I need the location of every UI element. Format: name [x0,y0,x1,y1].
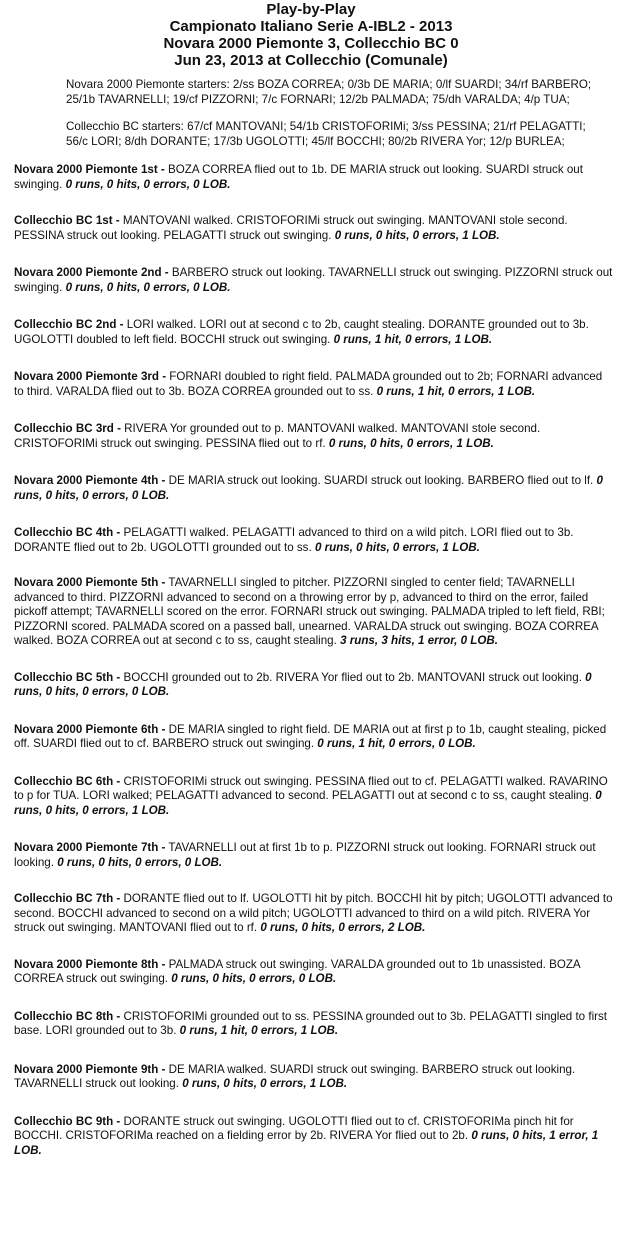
inning-entry [14,163,614,192]
inning-team-label: Collecchio BC 7th - [14,892,121,905]
inning-summary: 0 runs, 1 hit, 0 errors, 0 LOB. [317,737,476,750]
starters-section [66,77,592,149]
inning-plays: DE MARIA singled to right field. DE MARIA out at first p to 1b, caught stealing, picked off. SUARDI flied out to cf. BARBERO struck out swinging. [14,722,607,750]
inning-entry [14,318,614,347]
inning-plays: DORANTE struck out swinging. UGOLOTTI flied out to cf. CRISTOFORIMa pinch hit for BOCCHI. CRISTOFORIMa reached on a fielding error by 2b. RIVERA Yor flied out to 2b. [14,1114,574,1142]
inning-summary: 0 runs, 0 hits, 0 errors, 1 LOB. [314,540,480,554]
inning-team-label: Novara 2000 Piemonte 3rd - [14,370,167,383]
league-title: Campionato Italiano Serie A-IBL2 - 2013 [169,18,453,35]
inning-plays: BOZA CORREA flied out to 1b. DE MARIA struck out looking. SUARDI struck out swinging. [14,163,583,191]
inning-entry [14,576,614,649]
report-header [0,0,622,69]
inning-plays: TAVARNELLI out at first 1b to p. PIZZORNI struck out looking. FORNARI struck out looking. [14,841,596,869]
inning-summary: 0 runs, 0 hits, 0 errors, 2 LOB. [260,921,426,934]
inning-summary: 0 runs, 0 hits, 0 errors, 1 LOB. [182,1077,348,1090]
inning-team-label: Collecchio BC 5th - [14,670,121,684]
inning-summary: 0 runs, 0 hits, 0 errors, 0 LOB. [65,177,231,191]
inning-entry [14,1115,614,1159]
inning-summary: 0 runs, 1 hit, 0 errors, 1 LOB. [333,332,493,346]
inning-entry [14,214,614,243]
inning-plays: MANTOVANI walked. CRISTOFORIMi struck out swinging. MANTOVANI stole second. PESSINA struck out looking. PELAGATTI struck out swinging. [14,214,568,242]
inning-entry [14,723,614,752]
inning-entry [14,671,614,700]
inning-entry [14,474,614,503]
inning-team-label: Collecchio BC 3rd - [14,422,121,435]
inning-plays: DE MARIA walked. SUARDI struck out swinging. BARBERO struck out looking. TAVARNELLI struck out looking. [14,1062,576,1090]
inning-entry [14,1063,614,1092]
inning-plays: BARBERO struck out looking. TAVARNELLI struck out swinging. PIZZORNI struck out swinging. [14,266,613,294]
inning-team-label: Collecchio BC 8th - [14,1009,121,1023]
inning-team-label: Novara 2000 Piemonte 1st - [14,163,165,176]
inning-team-label: Novara 2000 Piemonte 8th - [14,957,166,971]
innings-list [14,163,614,1158]
inning-team-label: Collecchio BC 6th - [14,774,121,788]
inning-summary: 0 runs, 1 hit, 0 errors, 1 LOB. [376,384,536,398]
inning-summary: 0 runs, 0 hits, 0 errors, 1 LOB. [328,436,494,450]
final-score: Novara 2000 Piemonte 3, Collecchio BC 0 [163,35,459,52]
inning-plays: PELAGATTI walked. PELAGATTI advanced to third on a wild pitch. LORI flied out to 3b. DORANTE flied out to 2b. UGOLOTTI grounded out to ss. [14,526,574,554]
inning-plays: FORNARI doubled to right field. PALMADA grounded out to 2b; FORNARI advanced to third. VARALDA flied out to 3b. BOZA CORREA grounded out to ss. [14,370,603,398]
home-starters: Collecchio BC starters: 67/cf MANTOVANI; 54/1b CRISTOFORIMi; 3/ss PESSINA; 21/rf PELAGATTI; 56/c LORI; 8/dh DORANTE; 17/3b UGOLOTTI; 45/lf BOCCHI; 80/2b RIVERA Yor; 12/p BURLEA; [66,120,586,148]
inning-summary: 0 runs, 0 hits, 0 errors, 0 LOB. [171,972,337,985]
inning-entry [14,266,614,295]
inning-summary: 0 runs, 0 hits, 0 errors, 1 LOB. [334,228,500,242]
inning-summary: 3 runs, 3 hits, 1 error, 0 LOB. [340,634,498,647]
inning-plays: DE MARIA struck out looking. SUARDI struck out looking. BARBERO flied out to lf. [165,474,597,487]
inning-summary: 0 runs, 0 hits, 0 errors, 0 LOB. [65,280,231,294]
inning-plays: LORI walked. LORI out at second c to 2b, caught stealing. DORANTE grounded out to 3b. UGOLOTTI doubled to left field. BOCCHI struck out swinging. [14,318,589,346]
inning-team-label: Novara 2000 Piemonte 4th - [14,474,166,487]
inning-entry [14,892,614,936]
inning-team-label: Novara 2000 Piemonte 7th - [14,841,166,854]
inning-plays: TAVARNELLI singled to pitcher. PIZZORNI singled to center field; TAVARNELLI advanced to third. PIZZORNI advanced to second on a throwing error by p, advanced to third on the error, failed pickoff attempt; TAVARNELLI scored on the error. FORNARI struck out swinging. PALMADA tripled to left field, RBI; PIZZORNI scored. PALMADA scored on a passed ball, unearned. VARALDA struck out swinging. BOZA CORREA walked. BOZA CORREA out at second c to ss, caught stealing. [14,576,605,647]
inning-summary: 0 runs, 1 hit, 0 errors, 1 LOB. [179,1024,339,1037]
inning-summary: 0 runs, 0 hits, 0 errors, 0 LOB. [14,670,592,698]
inning-plays: PALMADA struck out swinging. VARALDA grounded out to 1b unassisted. BOZA CORREA struck out swinging. [14,957,581,985]
inning-team-label: Collecchio BC 4th - [14,526,121,539]
inning-entry [14,841,614,870]
inning-team-label: Novara 2000 Piemonte 6th - [14,722,166,736]
inning-entry [14,422,614,451]
inning-team-label: Novara 2000 Piemonte 2nd - [14,266,169,279]
inning-team-label: Novara 2000 Piemonte 9th - [14,1062,166,1076]
report-title: Play-by-Play [266,1,356,18]
inning-entry [14,370,614,399]
inning-summary: 0 runs, 0 hits, 0 errors, 0 LOB. [57,855,223,869]
inning-plays: BOCCHI grounded out to 2b. RIVERA Yor flied out to 2b. MANTOVANI struck out looking. [120,670,586,684]
inning-team-label: Novara 2000 Piemonte 5th - [14,576,166,589]
inning-plays: DORANTE flied out to lf. UGOLOTTI hit by pitch. BOCCHI hit by pitch; UGOLOTTI advanced to second. BOCCHI advanced to second on a wild pitch; UGOLOTTI advanced to third on a wild pitch. RIVERA Yor struck out swinging. MANTOVANI flied out to rf. [14,892,613,934]
inning-plays: RIVERA Yor grounded out to p. MANTOVANI walked. MANTOVANI stole second. CRISTOFORIMi struck out swinging. PESSINA flied out to rf. [14,422,541,450]
inning-summary: 0 runs, 0 hits, 1 error, 1 LOB. [14,1129,599,1157]
away-starters: Novara 2000 Piemonte starters: 2/ss BOZA CORREA; 0/3b DE MARIA; 0/lf SUARDI; 34/rf BARBERO; 25/1b TAVARNELLI; 19/cf PIZZORNI; 7/c FORNARI; 12/2b PALMADA; 75/dh VARALDA; 4/p TUA; [66,78,592,106]
game-date-venue: Jun 23, 2013 at Collecchio (Comunale) [174,52,448,69]
inning-summary: 0 runs, 0 hits, 0 errors, 1 LOB. [14,789,602,817]
inning-entry [14,1010,614,1039]
inning-plays: CRISTOFORIMi grounded out to ss. PESSINA grounded out to 3b. PELAGATTI singled to first base. LORI grounded out to 3b. [14,1009,608,1037]
inning-team-label: Collecchio BC 1st - [14,214,120,227]
inning-entry [14,775,614,819]
inning-entry [14,958,614,987]
inning-team-label: Collecchio BC 2nd - [14,318,124,331]
inning-team-label: Collecchio BC 9th - [14,1114,121,1128]
inning-entry [14,526,614,555]
inning-plays: CRISTOFORIMi struck out swinging. PESSINA flied out to cf. PELAGATTI walked. RAVARINO to p for TUA. LORI walked; PELAGATTI advanced to second. PELAGATTI out at second c to ss, caught stealing. [14,774,608,802]
inning-summary: 0 runs, 0 hits, 0 errors, 0 LOB. [14,474,603,502]
